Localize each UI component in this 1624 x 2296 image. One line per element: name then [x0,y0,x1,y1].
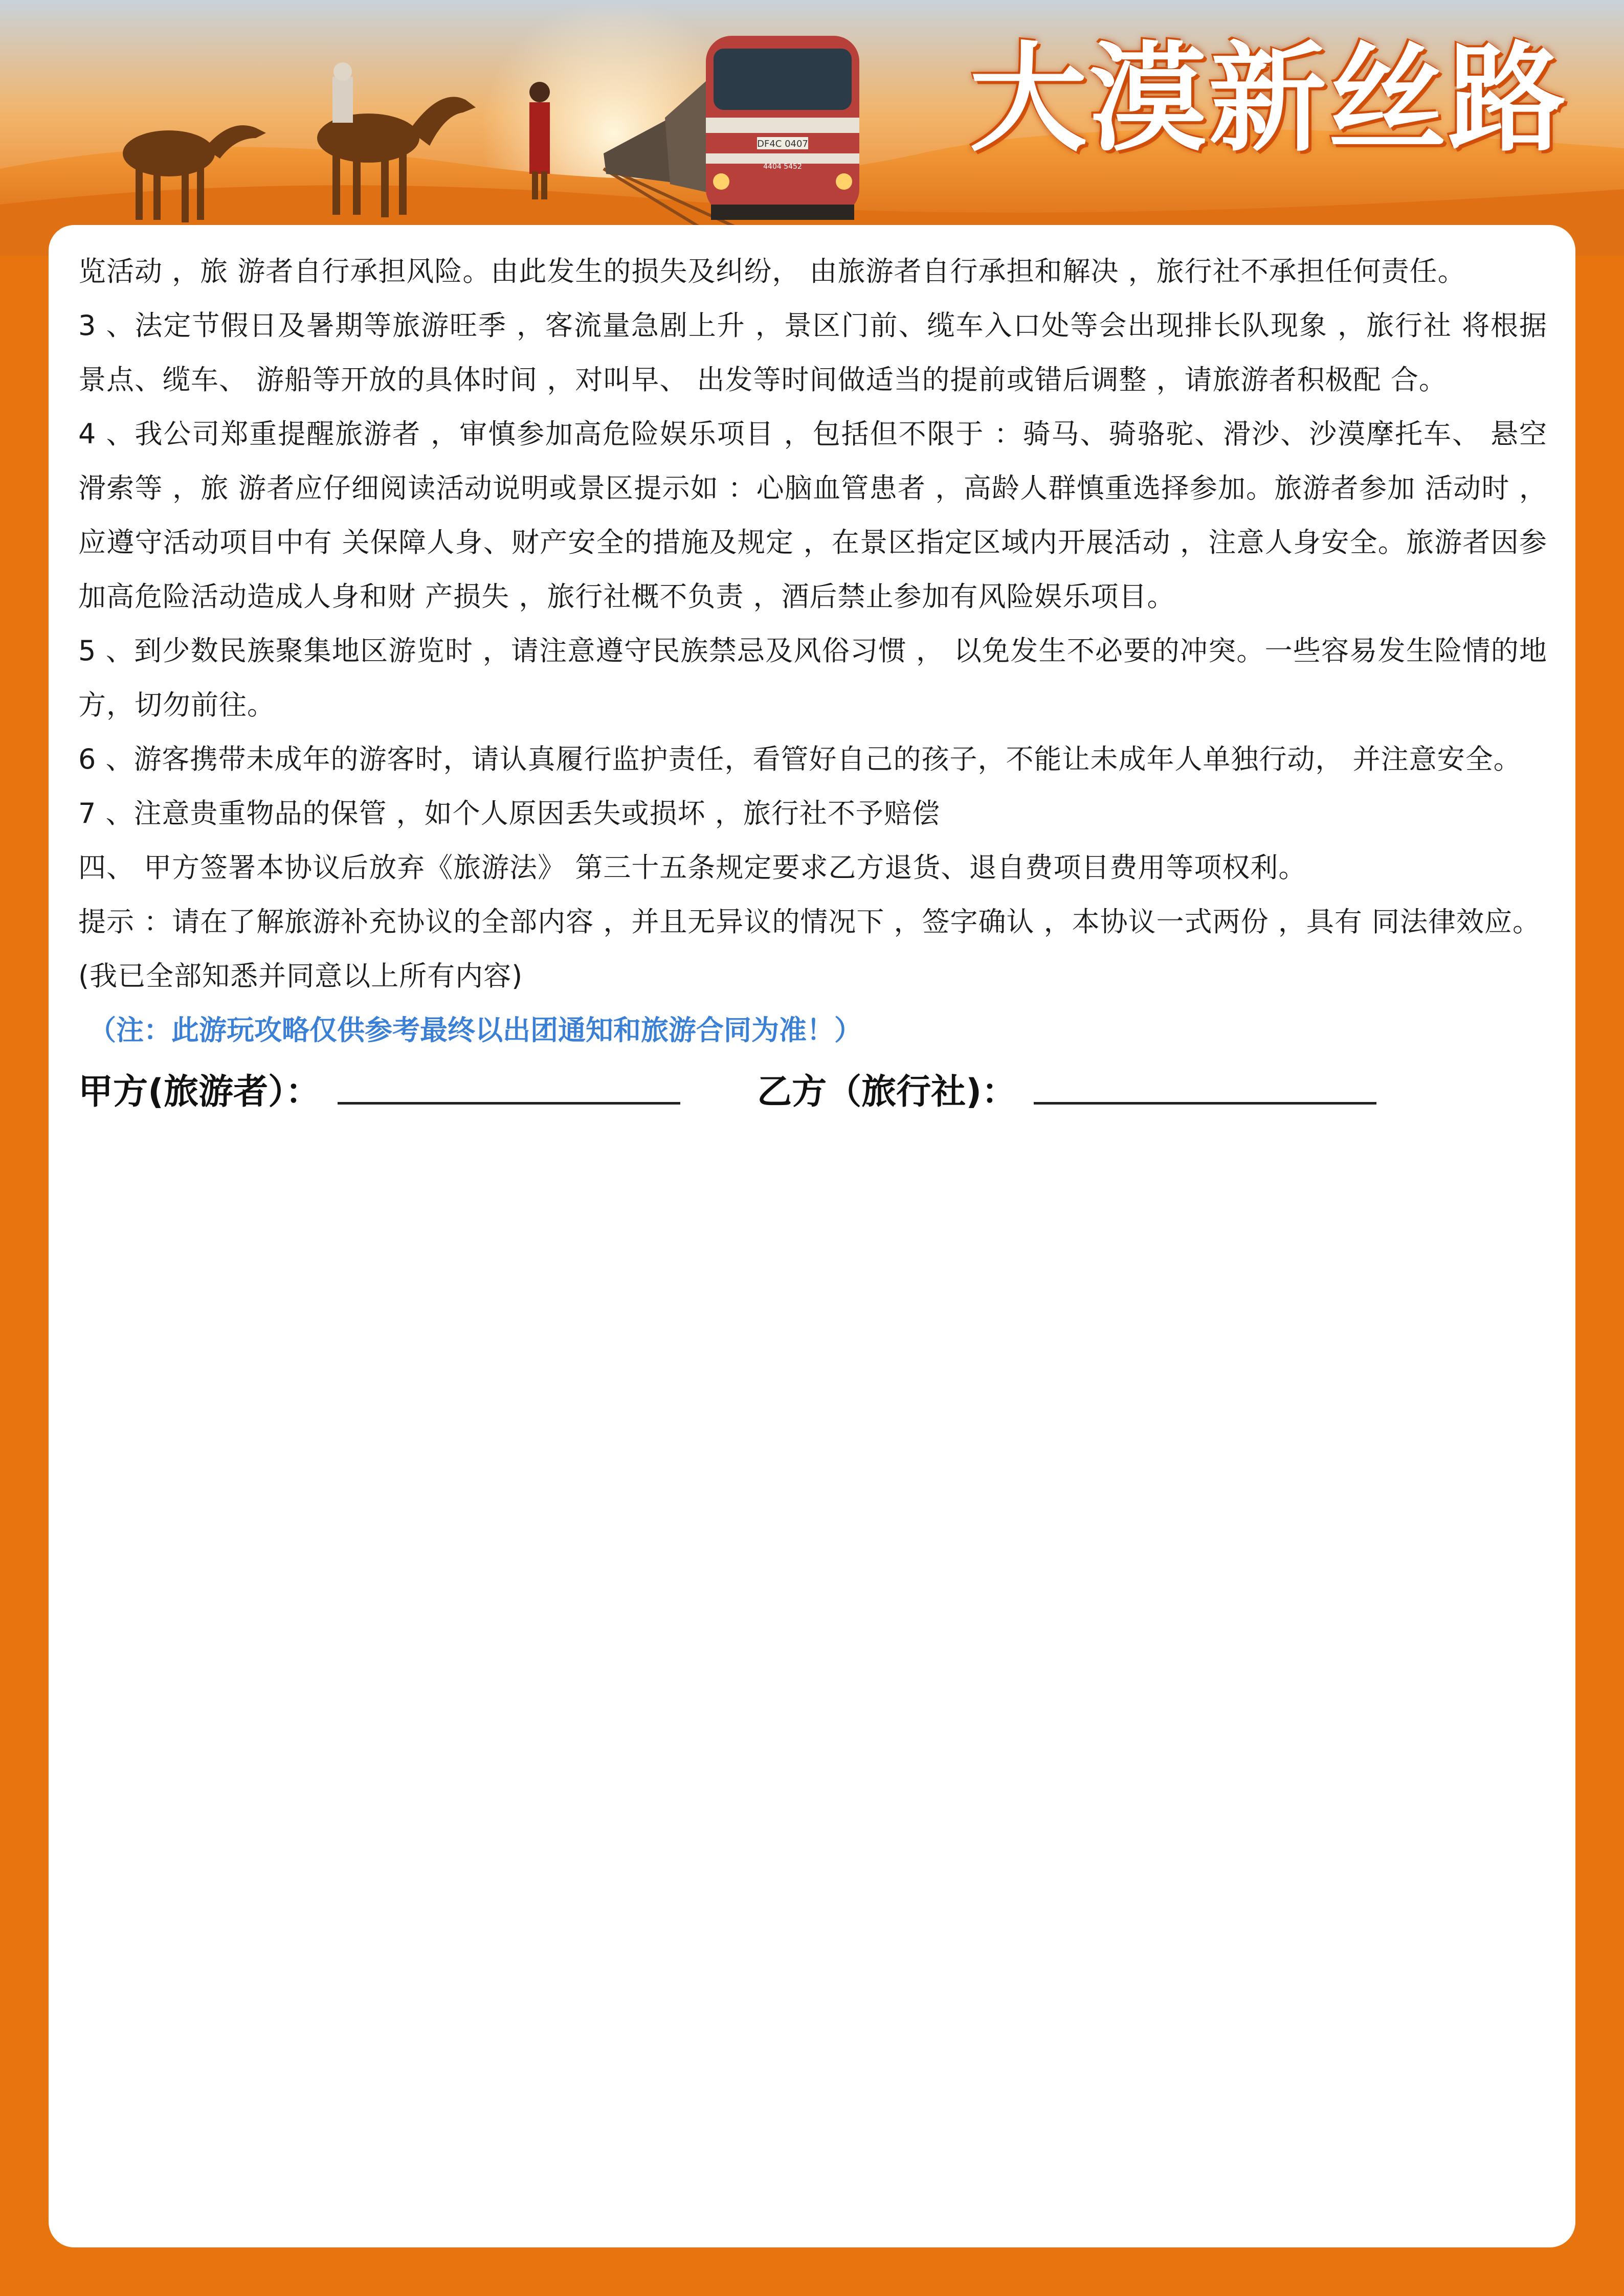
train-front-plate: DF4C 0407 [757,139,808,149]
clause-paragraph: 提示 ：请在了解旅游补充协议的全部内容 ，并且无异议的情况下 ，签字确认 ，本协议一式两份 ，具有 同法律效应。 [78,906,1541,938]
clause-paragraph: 7 、注意贵重物品的保管 ，如个人原因丢失或损坏 ，旅行社不予赔偿 [78,797,940,829]
disclaimer-note: （注：此游玩攻略仅供参考最终以出团通知和旅游合同为准！） [88,1014,862,1046]
consent-statement: (我已全部知悉并同意以上所有内容) [78,960,523,992]
clause-paragraph: 3 、法定节假日及暑期等旅游旺季 ，客流量急剧上升 ，景区门前、缆车入口处等会出现排长队现象 ，旅行社 将根据景点、缆车、 游船等开放的具体时间 ，对叫早、 出发等时间做适当的提前或错后调整 ，请旅游者积极配 合。 [78,309,1547,396]
party-a-label: 甲方(旅游者）： [78,1072,321,1112]
clause-paragraph: 6 、游客携带未成年的游客时，请认真履行监护责任，看管好自己的孩子，不能让未成年人单独行动， 并注意安全。 [78,743,1522,775]
clause-paragraph: 5 、到少数民族聚集地区游览时 ，请注意遵守民族禁忌及风俗习惯 ， 以免发生不必要的冲突。一些容易发生险情的地方，切勿前往。 [78,635,1547,721]
party-b-label: 乙方（旅行社)： [757,1072,1017,1112]
clause-paragraph: 四、 甲方签署本协议后放弃《旅游法》 第三十五条规定要求乙方退货、退自费项目费用等项权利。 [78,851,1307,884]
train-number: 4404 5452 [763,163,802,171]
banner-title: 大漠新丝路 [969,31,1568,168]
clause-paragraph: 4 、我公司郑重提醒旅游者 ，审慎参加高危险娱乐项目 ，包括但不限于 ：骑马、骑骆驼、滑沙、沙漠摩托车、 悬空滑索等 ，旅 游者应仔细阅读活动说明或景区提示如 ：心脑血管患者 ，高龄人群慎重选择参加。旅游者参加 活动时 ，应遵守活动项目中有 关保障人身、财产安全的措施及规定 ，在景区指定区域内开展活动 ，注意人身安全。旅游者因参加高危险活动造成人身和财 产损失 ，旅行社概不负责 ，酒后禁止参加有风险娱乐项目。 [78,418,1547,613]
clause-paragraph: 览活动 ，旅 游者自行承担风险。由此发生的损失及纠纷， 由旅游者自行承担和解决 ，旅行社不承担任何责任。 [78,255,1466,287]
signature-row [78,1057,1547,1114]
header-banner [0,0,1624,256]
agreement-card [49,225,1575,2247]
party-a-signature-line[interactable] [338,1097,680,1105]
party-b-signature-line[interactable] [1034,1097,1376,1105]
